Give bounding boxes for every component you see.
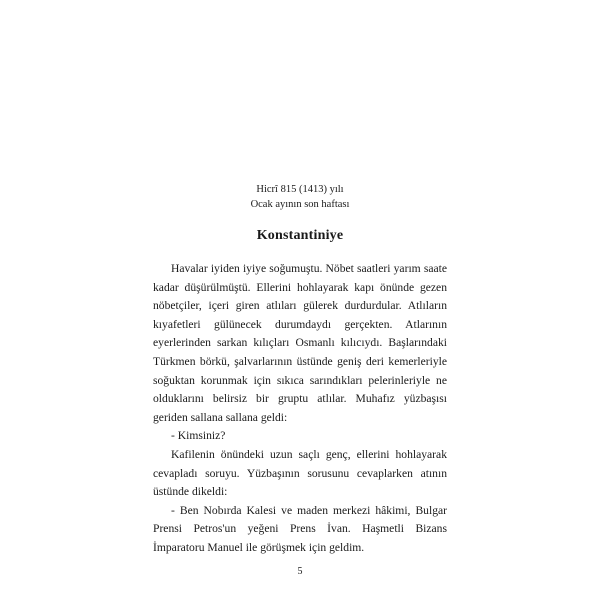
page-number: 5 [297,566,303,577]
chapter-title: Konstantiniye [256,228,344,243]
body-paragraph: - Kimsiniz? [171,429,226,443]
body-paragraph: Kafilenin önündeki uzun saçlı genç, ellerini hohlayarak cevapladı soruyu. Yüzbaşının sorusunu cevaplarken atının üstünde dikeldi: [153,447,447,499]
page-content [153,182,447,558]
body-paragraph: - Ben Nobırda Kalesi ve maden merkezi hâkimi, Bulgar Prensi Petros'un yeğeni Prens İvan. Haşmetli Bizans İmparatoru Manuel ile görüşmek için geldim. [153,503,447,554]
dateline [153,182,447,212]
dateline-line-2: Ocak ayının son haftası [250,199,350,210]
body-paragraph: Havalar iyiden iyiye soğumuştu. Nöbet saatleri yarım saate kadar düşürülmüştü. Ellerini hohlayarak kapı önünde gezen nöbetçiler, içeri giren atlıları gülerek durdurdular. Atlıların kıyafetleri gülünecek durumdaydı gerçekten. Atlarının eyerlerinden sarkan kılıçları Osmanlı kılıcıydı. Başlarındaki Türkmen börkü, şalvarlarının üstünde geniş deri kemerleriyle soğuktan korunmak için sıkıca sarındıkları pelerinleriyle ne olduklarını belirsiz bir gruptu atlılar. Muhafız yüzbaşısı geriden sallana sallana geldi: [153,262,447,424]
dateline-line-1: Hicrî 815 (1413) yılı [256,184,344,195]
